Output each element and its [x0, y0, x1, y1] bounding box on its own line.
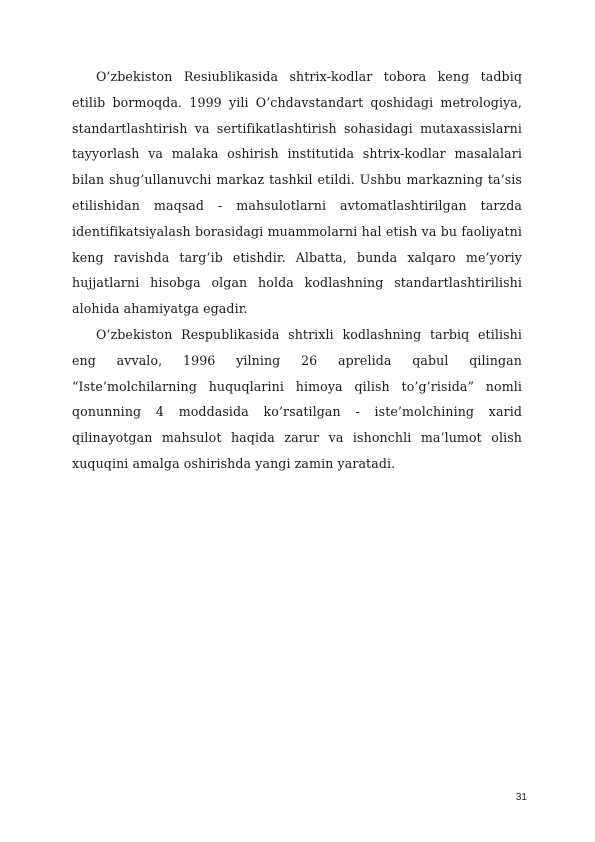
paragraph-2: O’zbekiston Respublikasida shtrixli kodlashning tarbiq etilishi eng avvalo, 1996 yilning 26 aprelida qabul qilingan “Iste’molchilarning huquqlarini himoya qilish to’g’risida” nomli qonunning 4 moddasida ko’rsatilgan - iste’molchining xarid qilinayotgan mahsulot haqida zarur va ishonchli ma’lumot olish xuquqini amalga oshirishda yangi zamin yaratadi.	[72, 326, 522, 471]
document-body	[72, 64, 522, 477]
page-number: 31	[515, 792, 527, 803]
paragraph-1: O’zbekiston Resiublikasida shtrix-kodlar tobora keng tadbiq etilib bormoqda. 1999 yili O’chdavstandart qoshidagi metrologiya, standartlashtirish va sertifikatlashtirish sohasidagi mutaxassislarni tayyorlash va malaka oshirish institutida shtrix-kodlar masalalari bilan shug’ullanuvchi markaz tashkil etildi. Ushbu markazning ta’sis etilishidan maqsad - mahsulotlarni avtomatlashtirilgan tarzda identifikatsiyalash borasidagi muammolarni hal etish va bu faoliyatni keng ravishda targ’ib etishdir. Albatta, bunda xalqaro me’yoriy hujjatlarni hisobga olgan holda kodlashning standartlashtirilishi alohida ahamiyatga egadir.	[72, 69, 522, 317]
